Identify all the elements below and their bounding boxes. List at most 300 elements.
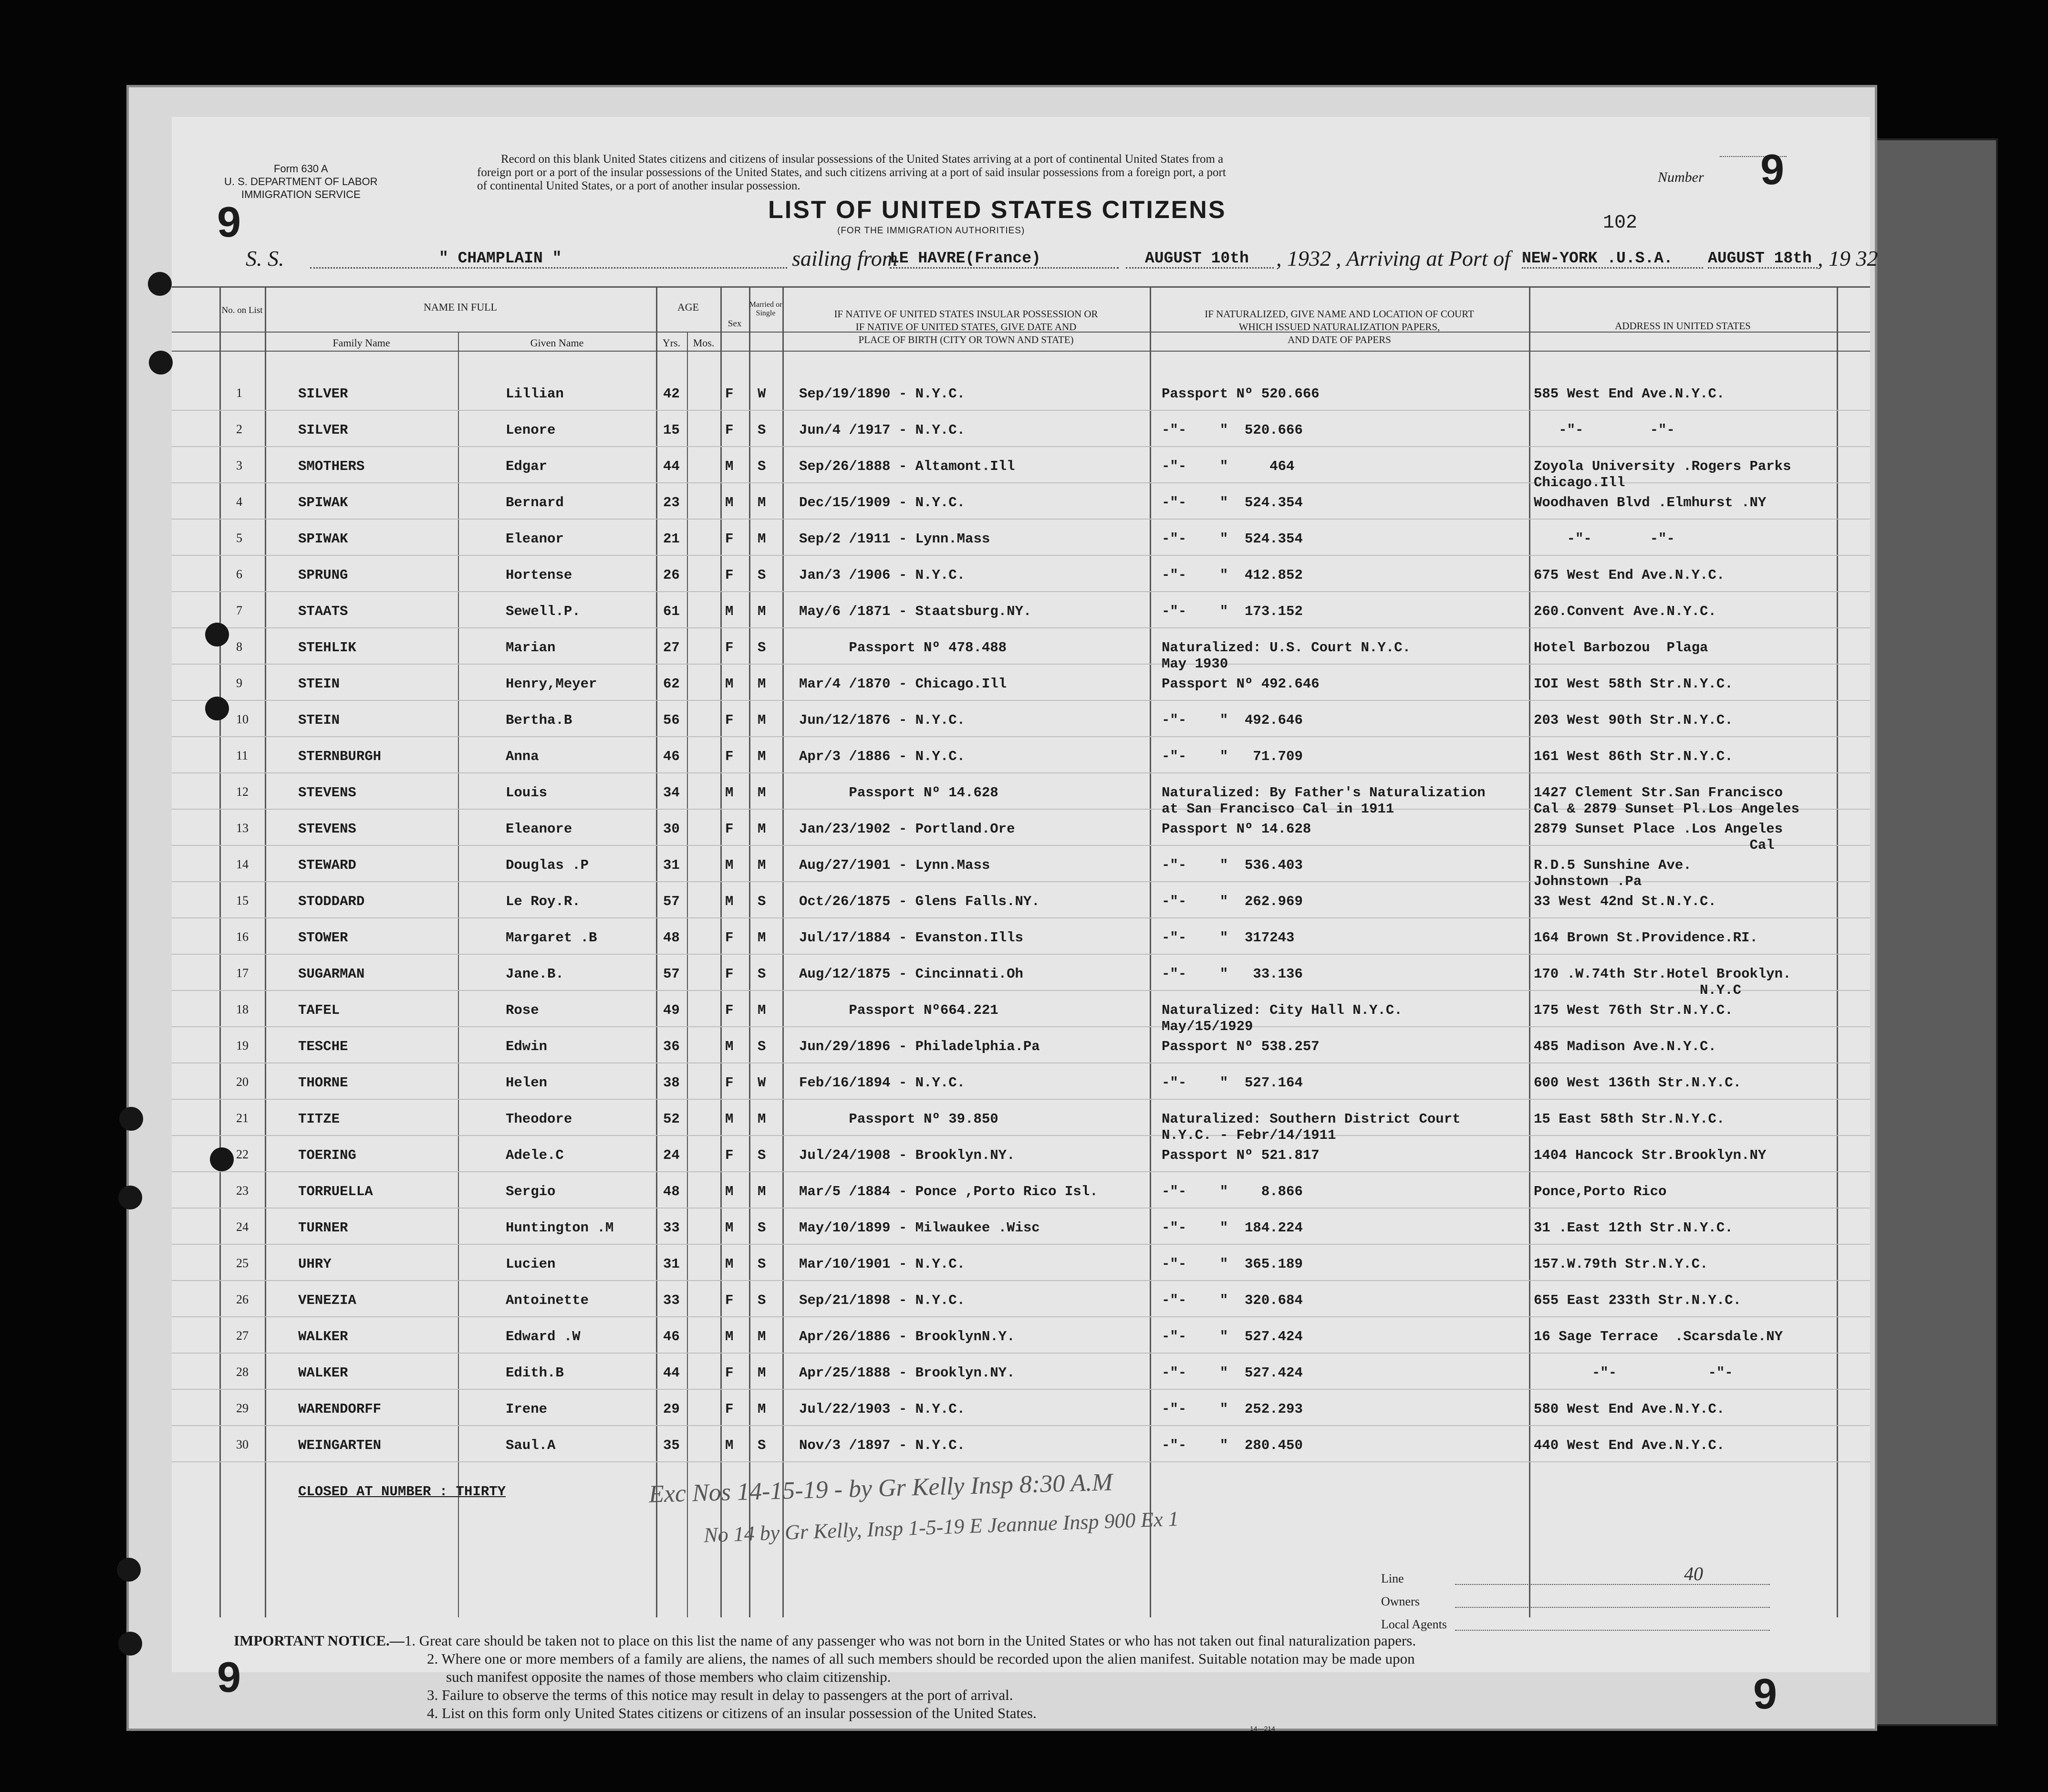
family-name: SPIWAK: [298, 531, 348, 547]
naturalization: -"- " 8.866: [1162, 1184, 1303, 1199]
address: Ponce,Porto Rico: [1534, 1184, 1667, 1199]
birth-info: Aug/27/1901 - Lynn.Mass: [799, 857, 990, 873]
family-name: SUGARMAN: [298, 966, 365, 982]
col-mos: Mos.: [693, 337, 715, 349]
family-name: STODDARD: [298, 894, 365, 909]
sex: F: [725, 1075, 734, 1091]
naturalization: -"- " 527.164: [1162, 1075, 1303, 1091]
row-number: 10: [236, 712, 249, 726]
given-name: Antoinette: [506, 1292, 589, 1308]
naturalization-detail: N.Y.C. - Febr/14/1911: [1162, 1127, 1336, 1143]
sex: F: [725, 386, 734, 402]
corner-number-bottom-right: 9: [1753, 1670, 1778, 1718]
table-row: [172, 882, 1870, 918]
naturalization: -"- " 536.403: [1162, 857, 1303, 873]
naturalization-detail: May/15/1929: [1162, 1019, 1253, 1034]
address-line-2: Chicago.Ill: [1534, 475, 1625, 490]
table-row: [172, 1354, 1870, 1390]
given-name: Marian: [506, 640, 556, 656]
age-years: 44: [663, 458, 680, 474]
family-name: STERNBURGH: [298, 749, 382, 764]
address: 203 West 90th Str.N.Y.C.: [1534, 712, 1733, 728]
marital-status: S: [758, 1256, 766, 1272]
given-name: Louis: [506, 785, 548, 801]
address-line-2: Cal & 2879 Sunset Pl.Los Angeles: [1534, 801, 1799, 817]
marital-status: M: [758, 930, 766, 946]
table-row: [172, 411, 1870, 447]
sex: F: [725, 712, 734, 728]
sex: M: [725, 1111, 734, 1127]
family-name: TOERING: [298, 1147, 356, 1163]
birth-info: Jun/4 /1917 - N.Y.C.: [799, 422, 966, 438]
family-name: TAFEL: [298, 1002, 340, 1018]
binder-hole: [117, 1558, 141, 1582]
table-row: [172, 701, 1870, 737]
birth-info: Sep/26/1888 - Altamont.Ill: [799, 458, 1015, 474]
arrival-date: AUGUST 18th: [1708, 250, 1818, 269]
owners-label: Owners: [1381, 1594, 1420, 1608]
marital-status: M: [758, 821, 766, 837]
age-years: 33: [663, 1292, 680, 1308]
birth-info: Jan/23/1902 - Portland.Ore: [799, 821, 1015, 837]
row-number: 12: [236, 785, 249, 799]
number-label: Number: [1658, 169, 1704, 185]
given-name: Lenore: [506, 422, 556, 438]
stamp-number: 102: [1603, 212, 1638, 234]
family-name: SILVER: [298, 422, 348, 438]
col-given-name: Given Name: [530, 337, 584, 349]
family-name: SPRUNG: [298, 567, 348, 583]
address: 1427 Clement Str.San Francisco: [1534, 785, 1783, 801]
table-row: [172, 846, 1870, 889]
family-name: STEWARD: [298, 857, 356, 873]
age-years: 42: [663, 386, 680, 402]
family-name: STEVENS: [298, 821, 356, 837]
sailing-label: sailing from: [792, 246, 898, 271]
age-years: 21: [663, 531, 680, 547]
table-row: [172, 1063, 1870, 1100]
sex: F: [725, 567, 734, 583]
age-years: 31: [663, 857, 680, 873]
age-years: 36: [663, 1039, 680, 1054]
marital-status: M: [758, 1365, 766, 1381]
naturalization: -"- " 173.152: [1162, 604, 1303, 619]
given-name: Lillian: [506, 386, 564, 402]
naturalization: Passport Nº 14.628: [1162, 821, 1311, 837]
row-number: 6: [236, 567, 242, 581]
naturalization: -"- " 33.136: [1162, 966, 1303, 982]
important-notice: IMPORTANT NOTICE.—1. Great care should be taken not to place on this list the name of any passenger who was not born in the United States or who has not taken out final naturalization papers.: [234, 1632, 1416, 1649]
naturalization: -"- " 252.293: [1162, 1401, 1303, 1417]
marital-status: S: [758, 1220, 766, 1236]
handwritten-note-2: No 14 by Gr Kelly, Insp 1-5-19 E Jeannue Insp 900 Ex 1: [703, 1507, 1179, 1547]
sex: F: [725, 531, 734, 547]
sex: M: [725, 1256, 734, 1272]
arrival-port: NEW-YORK .U.S.A.: [1522, 250, 1703, 269]
table-row: [172, 1027, 1870, 1063]
departure-port: LE HAVRE(France): [890, 250, 1119, 269]
age-years: 62: [663, 676, 680, 692]
birth-info: May/10/1899 - Milwaukee .Wisc: [799, 1220, 1040, 1236]
marital-status: M: [758, 1002, 766, 1018]
naturalization: -"- " 280.450: [1162, 1438, 1303, 1453]
family-name: WEINGARTEN: [298, 1438, 382, 1453]
binder-hole: [205, 623, 229, 646]
row-number: 19: [236, 1039, 249, 1052]
row-number: 13: [236, 821, 249, 835]
address: 485 Madison Ave.N.Y.C.: [1534, 1039, 1716, 1054]
birth-info: Mar/4 /1870 - Chicago.Ill: [799, 676, 1007, 692]
sex: F: [725, 1292, 734, 1308]
back-sheet: [1870, 138, 1998, 1726]
naturalization: -"- " 365.189: [1162, 1256, 1303, 1272]
age-years: 15: [663, 422, 680, 438]
given-name: Bertha.B: [506, 712, 572, 728]
list-number: 9: [1760, 146, 1785, 194]
line-label: Line: [1381, 1572, 1404, 1585]
given-name: Hortense: [506, 567, 572, 583]
agents-label: Local Agents: [1381, 1617, 1447, 1631]
marital-status: M: [758, 1401, 766, 1417]
row-number: 15: [236, 894, 249, 907]
naturalization: -"- " 524.354: [1162, 495, 1303, 511]
binder-hole: [210, 1147, 234, 1171]
row-number: 25: [236, 1256, 249, 1270]
naturalization: -"- " 524.354: [1162, 531, 1303, 547]
address: 260.Convent Ave.N.Y.C.: [1534, 604, 1716, 619]
row-number: 11: [236, 749, 249, 762]
address: 600 West 136th Str.N.Y.C.: [1534, 1075, 1742, 1091]
address: 170 .W.74th Str.Hotel Brooklyn.: [1534, 966, 1791, 982]
table-row: [172, 1209, 1870, 1245]
age-years: 56: [663, 712, 680, 728]
arrival-year: , 19 32: [1818, 246, 1878, 271]
given-name: Sewell.P.: [506, 604, 581, 619]
naturalization: -"- " 262.969: [1162, 894, 1303, 909]
passenger-table: [172, 375, 1870, 1500]
family-name: VENEZIA: [298, 1292, 356, 1308]
row-number: 20: [236, 1075, 249, 1089]
birth-info: Jun/12/1876 - N.Y.C.: [799, 712, 966, 728]
birth-info: Apr/25/1888 - Brooklyn.NY.: [799, 1365, 1015, 1381]
table-row: [172, 592, 1870, 628]
binder-hole: [118, 1186, 142, 1209]
marital-status: S: [758, 1292, 766, 1308]
birth-info: Jul/22/1903 - N.Y.C.: [799, 1401, 966, 1417]
instructions: Record on this blank United States citizens and citizens of insular possessions of the United States arriving at a port of continental United States from a foreign port or a port of the insular possessions of the United States, and such citizens arriving at a port of said insular possessions from a foreign port, a port of continental United States, or a port of another insular possession.: [477, 153, 1226, 192]
age-years: 29: [663, 1401, 680, 1417]
family-name: TITZE: [298, 1111, 340, 1127]
age-years: 49: [663, 1002, 680, 1018]
sex: M: [725, 604, 734, 619]
table-row: [172, 665, 1870, 701]
family-name: TURNER: [298, 1220, 348, 1236]
arriving-label: , Arriving at Port of: [1336, 246, 1510, 271]
departure-year: , 1932: [1276, 246, 1331, 271]
col-age: AGE: [677, 301, 699, 313]
address: 33 West 42nd St.N.Y.C.: [1534, 894, 1716, 909]
family-name: WALKER: [298, 1329, 348, 1344]
age-years: 57: [663, 894, 680, 909]
line-value: 40: [1684, 1563, 1703, 1584]
address: 2879 Sunset Place .Los Angeles: [1534, 821, 1783, 837]
sex: F: [725, 422, 734, 438]
given-name: Theodore: [506, 1111, 572, 1127]
sex: M: [725, 495, 734, 511]
marital-status: M: [758, 604, 766, 619]
family-name: STAATS: [298, 604, 348, 619]
row-number: 3: [236, 458, 242, 472]
table-row: [172, 483, 1870, 520]
sex: F: [725, 966, 734, 982]
address: R.D.5 Sunshine Ave.: [1534, 857, 1692, 873]
given-name: Huntington .M: [506, 1220, 614, 1236]
family-name: STOWER: [298, 930, 348, 946]
marital-status: M: [758, 1111, 766, 1127]
col-name-in-full: NAME IN FULL: [424, 301, 497, 313]
table-row: [172, 1426, 1870, 1462]
naturalization: Passport Nº 538.257: [1162, 1039, 1320, 1054]
naturalization: -"- " 320.684: [1162, 1292, 1303, 1308]
address: -"- -"-: [1534, 1365, 1733, 1381]
marital-status: S: [758, 458, 766, 474]
table-row: [172, 1100, 1870, 1143]
sex: F: [725, 749, 734, 764]
marital-status: S: [758, 894, 766, 909]
table-row: [172, 556, 1870, 592]
age-years: 35: [663, 1438, 680, 1453]
family-name: SMOTHERS: [298, 458, 365, 474]
address: Zoyola University .Rogers Parks: [1534, 458, 1791, 474]
birth-info: Nov/3 /1897 - N.Y.C.: [799, 1438, 966, 1453]
birth-info: Passport Nº 39.850: [799, 1111, 998, 1127]
naturalization: Passport Nº 521.817: [1162, 1147, 1320, 1163]
birth-info: Passport Nº 478.488: [799, 640, 1007, 656]
sex: F: [725, 821, 734, 837]
table-row: [172, 991, 1870, 1034]
row-number: 29: [236, 1401, 249, 1415]
marital-status: S: [758, 1039, 766, 1054]
family-name: TESCHE: [298, 1039, 348, 1054]
row-number: 16: [236, 930, 249, 944]
notice-label: IMPORTANT NOTICE.—: [234, 1632, 405, 1649]
given-name: Henry,Meyer: [506, 676, 597, 692]
address: 655 East 233th Str.N.Y.C.: [1534, 1292, 1742, 1308]
address: 16 Sage Terrace .Scarsdale.NY: [1534, 1329, 1783, 1344]
col-sex: Sex: [728, 319, 742, 329]
handwritten-note-1: Exc Nos 14-15-19 - by Gr Kelly Insp 8:30 A.M: [648, 1469, 1113, 1508]
sex: M: [725, 1438, 734, 1453]
family-name: WARENDORFF: [298, 1401, 382, 1417]
row-number: 24: [236, 1220, 249, 1234]
address: Woodhaven Blvd .Elmhurst .NY: [1534, 495, 1767, 511]
marital-status: M: [758, 857, 766, 873]
age-years: 46: [663, 1329, 680, 1344]
col-married: Married or Single: [749, 301, 782, 317]
address-line-2: Johnstown .Pa: [1534, 874, 1642, 889]
table-row: [172, 447, 1870, 490]
print-code: 14—214: [1250, 1725, 1275, 1732]
departure-date: AUGUST 10th: [1126, 250, 1274, 269]
sex: M: [725, 676, 734, 692]
sex: M: [725, 894, 734, 909]
address: -"- -"-: [1534, 531, 1675, 547]
sex: M: [725, 1184, 734, 1199]
row-number: 26: [236, 1292, 249, 1306]
address: 580 West End Ave.N.Y.C.: [1534, 1401, 1725, 1417]
binder-hole: [118, 1632, 142, 1656]
row-number: 21: [236, 1111, 249, 1125]
address: 675 West End Ave.N.Y.C.: [1534, 567, 1725, 583]
marital-status: W: [758, 386, 766, 402]
naturalization: Naturalized: By Father's Naturalization: [1162, 785, 1486, 801]
table-row: [172, 1136, 1870, 1172]
table-row: [172, 737, 1870, 773]
table-row: [172, 375, 1870, 411]
age-years: 61: [663, 604, 680, 619]
row-number: 17: [236, 966, 249, 980]
sex: M: [725, 857, 734, 873]
age-years: 30: [663, 821, 680, 837]
col-yrs: Yrs.: [662, 337, 681, 349]
naturalization: -"- " 184.224: [1162, 1220, 1303, 1236]
naturalization-detail: at San Francisco Cal in 1911: [1162, 801, 1394, 817]
birth-info: Aug/12/1875 - Cincinnati.Oh: [799, 966, 1023, 982]
family-name: TORRUELLA: [298, 1184, 373, 1199]
age-years: 27: [663, 640, 680, 656]
sex: F: [725, 1147, 734, 1163]
birth-info: Oct/26/1875 - Glens Falls.NY.: [799, 894, 1040, 909]
birth-info: Passport Nº 14.628: [799, 785, 998, 801]
naturalization: Passport Nº 492.646: [1162, 676, 1320, 692]
table-row: [172, 810, 1870, 853]
sex: F: [725, 640, 734, 656]
table-row: [172, 1281, 1870, 1317]
sex: F: [725, 1401, 734, 1417]
marital-status: S: [758, 640, 766, 656]
address: 585 West End Ave.N.Y.C.: [1534, 386, 1725, 402]
notice-3: 3. Failure to observe the terms of this notice may result in delay to passengers at the port of arrival.: [427, 1687, 1013, 1703]
row-number: 23: [236, 1184, 249, 1198]
sex: M: [725, 1329, 734, 1344]
address-line-2: Cal: [1534, 837, 1775, 853]
marital-status: M: [758, 1329, 766, 1344]
row-number: 22: [236, 1147, 249, 1161]
age-years: 24: [663, 1147, 680, 1163]
given-name: Sergio: [506, 1184, 556, 1199]
birth-info: Mar/5 /1884 - Ponce ,Porto Rico Isl.: [799, 1184, 1098, 1199]
marital-status: S: [758, 966, 766, 982]
naturalization: Naturalized: City Hall N.Y.C.: [1162, 1002, 1403, 1018]
table-row: [172, 1245, 1870, 1281]
family-name: UHRY: [298, 1256, 332, 1272]
family-name: STEIN: [298, 712, 340, 728]
footer-labels: [1381, 1567, 1447, 1636]
age-years: 34: [663, 785, 680, 801]
address: 1404 Hancock Str.Brooklyn.NY: [1534, 1147, 1767, 1163]
birth-info: Sep/21/1898 - N.Y.C.: [799, 1292, 966, 1308]
page-subtitle: (FOR THE IMMIGRATION AUTHORITIES): [837, 226, 1025, 236]
table-row: [172, 1172, 1870, 1209]
address: 440 West End Ave.N.Y.C.: [1534, 1438, 1725, 1453]
form-sheet: [172, 117, 1878, 1732]
age-years: 48: [663, 1184, 680, 1199]
birth-info: Mar/10/1901 - N.Y.C.: [799, 1256, 966, 1272]
birth-info: Sep/19/1890 - N.Y.C.: [799, 386, 966, 402]
naturalization: -"- " 492.646: [1162, 712, 1303, 728]
naturalization: -"- " 412.852: [1162, 567, 1303, 583]
birth-info: Jan/3 /1906 - N.Y.C.: [799, 567, 966, 583]
form-id: Form 630 A: [273, 163, 328, 175]
address: 15 East 58th Str.N.Y.C.: [1534, 1111, 1725, 1127]
age-years: 48: [663, 930, 680, 946]
table-row: [172, 628, 1870, 672]
sex: F: [725, 930, 734, 946]
address: -"- -"-: [1534, 422, 1675, 438]
family-name: STEHLIK: [298, 640, 356, 656]
binder-hole: [119, 1107, 143, 1131]
naturalization: Passport Nº 520.666: [1162, 386, 1320, 402]
given-name: Eleanor: [506, 531, 564, 547]
notice-4: 4. List on this form only United States citizens or citizens of an insular possession of the United States.: [427, 1705, 1037, 1721]
service: IMMIGRATION SERVICE: [241, 188, 361, 200]
address: 164 Brown St.Providence.RI.: [1534, 930, 1758, 946]
department: U. S. DEPARTMENT OF LABOR: [224, 176, 378, 188]
col-no: No. on List: [221, 305, 263, 315]
row-number: 9: [236, 676, 242, 690]
age-years: 52: [663, 1111, 680, 1127]
row-number: 30: [236, 1438, 249, 1451]
given-name: Edwin: [506, 1039, 548, 1054]
sex: F: [725, 1002, 734, 1018]
table-row: [172, 918, 1870, 955]
given-name: Jane.B.: [506, 966, 564, 982]
address: 31 .East 12th Str.N.Y.C.: [1534, 1220, 1733, 1236]
col-naturalized: IF NATURALIZED, GIVE NAME AND LOCATION OF COURT WHICH ISSUED NATURALIZATION PAPERS, AND DATE OF PAPERS: [1205, 308, 1474, 345]
family-name: SILVER: [298, 386, 348, 402]
col-address: ADDRESS IN UNITED STATES: [1615, 320, 1751, 332]
given-name: Anna: [506, 749, 539, 764]
family-name: THORNE: [298, 1075, 348, 1091]
row-number: 8: [236, 640, 242, 654]
marital-status: M: [758, 676, 766, 692]
birth-info: Jul/24/1908 - Brooklyn.NY.: [799, 1147, 1015, 1163]
sex: M: [725, 785, 734, 801]
naturalization: -"- " 527.424: [1162, 1329, 1303, 1344]
birth-info: Jun/29/1896 - Philadelphia.Pa: [799, 1039, 1040, 1054]
birth-info: Apr/26/1886 - BrooklynN.Y.: [799, 1329, 1015, 1344]
birth-info: Sep/2 /1911 - Lynn.Mass: [799, 531, 990, 547]
naturalization: -"- " 520.666: [1162, 422, 1303, 438]
sex: M: [725, 1039, 734, 1054]
age-years: 44: [663, 1365, 680, 1381]
address: Hotel Barbozou Plaga: [1534, 640, 1708, 656]
family-name: SPIWAK: [298, 495, 348, 511]
marital-status: W: [758, 1075, 766, 1091]
corner-number-top-left: 9: [217, 198, 241, 246]
age-years: 38: [663, 1075, 680, 1091]
given-name: Lucien: [506, 1256, 556, 1272]
col-family-name: Family Name: [333, 337, 390, 349]
age-years: 33: [663, 1220, 680, 1236]
naturalization-detail: May 1930: [1162, 656, 1228, 672]
binder-hole: [148, 272, 172, 296]
row-number: 28: [236, 1365, 249, 1379]
table-row: [172, 955, 1870, 998]
marital-status: S: [758, 422, 766, 438]
marital-status: M: [758, 1184, 766, 1199]
given-name: Le Roy.R.: [506, 894, 581, 909]
